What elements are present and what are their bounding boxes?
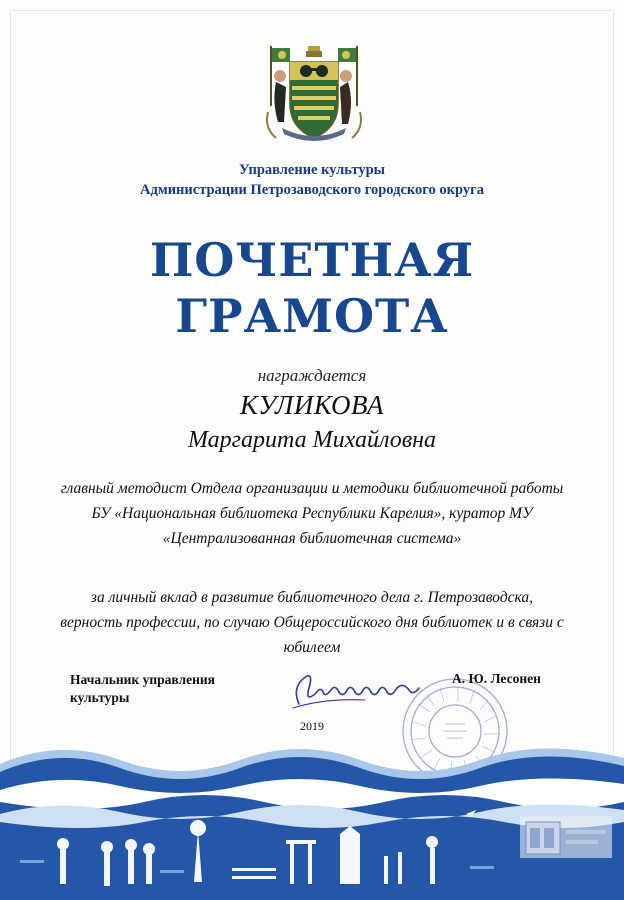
certificate-title-line-1: ПОЧЕТНАЯ bbox=[149, 233, 475, 287]
issuer-line-1: Управление культуры bbox=[239, 162, 385, 178]
issuer-line-2: Администрации Петрозаводского городского округа bbox=[140, 182, 484, 198]
certificate-year: 2019 bbox=[300, 719, 324, 733]
recipient-given-names: Маргарита Михайловна bbox=[187, 427, 437, 453]
issuer-block bbox=[0, 160, 624, 200]
coat-of-arms-icon bbox=[262, 42, 366, 148]
signature-image bbox=[285, 664, 435, 714]
signatory-title-line-1: Начальник управления bbox=[70, 672, 215, 687]
library-logo-icon bbox=[520, 812, 612, 862]
award-reason: за личный вклад в развитие библиотечного дела г. Петрозаводска, верность профессии, по случаю Общероссийского дня библиотек и в связи с юбилеем bbox=[60, 589, 564, 656]
certificate-title-line-2: ГРАМОТА bbox=[175, 289, 449, 343]
recipient-position: главный методист Отдела организации и методики библиотечной работы БУ «Национальная библиотека Республики Карелия», куратор МУ «Централизованная библиотечная система» bbox=[60, 480, 564, 547]
recipient-surname: КУЛИКОВА bbox=[240, 390, 384, 420]
signatory-name: А. Ю. Лесонен bbox=[452, 671, 541, 686]
signatory-title bbox=[70, 671, 215, 707]
awarded-label: награждается bbox=[257, 366, 367, 385]
signatory-title-line-2: культуры bbox=[70, 690, 130, 705]
